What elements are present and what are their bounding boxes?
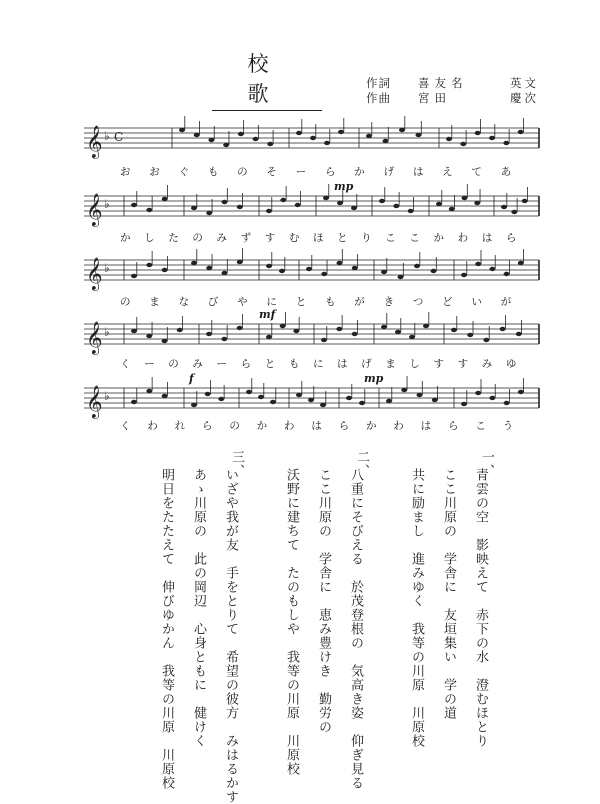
lyric-syllable: ら (505, 232, 517, 244)
note-head (423, 324, 429, 328)
lyric-syllable: も (207, 166, 219, 178)
treble-clef-icon: 𝄞 (86, 321, 103, 354)
lyric-syllable: み (216, 232, 227, 244)
note-head (462, 196, 468, 200)
note-head (191, 206, 197, 210)
note-head (416, 133, 422, 137)
note-head (431, 269, 437, 273)
note-head (436, 202, 442, 206)
note-head (503, 141, 509, 145)
verse-line: 共に励まし 進みゆく 我等の川原 川原校 (409, 468, 424, 748)
note-head (359, 401, 365, 405)
lyric-syllable: く (120, 420, 131, 432)
note-head (320, 403, 326, 407)
treble-clef-icon: 𝄞 (86, 125, 103, 158)
note-head (296, 131, 302, 135)
staff-svg (84, 122, 539, 162)
note-head (267, 142, 273, 146)
staff-3 (84, 254, 539, 294)
note-head (162, 339, 168, 343)
note-head (296, 393, 302, 397)
note-head (221, 337, 227, 341)
note-head (398, 275, 404, 279)
lyric-syllable: と (337, 232, 348, 244)
lyric-syllable: な (178, 296, 190, 308)
lyric-syllable: と (264, 358, 276, 370)
verse-number: 二、 (354, 450, 369, 478)
note-head (474, 201, 480, 205)
verse-number: 三、 (229, 450, 244, 478)
lyric-syllable: み (481, 358, 493, 370)
lyric-syllable: ず (240, 232, 252, 244)
lyric-syllable: す (433, 358, 445, 370)
composer-family-name: 宮田 (418, 91, 451, 105)
note-head (208, 138, 214, 142)
staff-1 (84, 122, 539, 162)
lyric-syllable: ど (442, 296, 453, 308)
note-head (191, 403, 197, 407)
note-head (501, 205, 507, 209)
note-head (337, 261, 343, 265)
lyric-syllable: し (144, 232, 155, 244)
note-head (351, 206, 357, 210)
note-head (177, 328, 183, 332)
lyric-syllable: に (312, 358, 324, 370)
note-head (449, 207, 455, 211)
note-head (246, 390, 252, 394)
treble-clef-icon: 𝄞 (86, 385, 103, 418)
note-head (131, 400, 137, 404)
note-head (295, 203, 301, 207)
note-head (518, 261, 524, 265)
lyric-syllable: は (481, 232, 493, 244)
note-head (504, 401, 510, 405)
staff-5 (84, 382, 539, 422)
note-head (146, 263, 152, 267)
staff-2 (84, 190, 539, 230)
lyric-syllable: こ (409, 232, 420, 244)
note-head (324, 141, 330, 145)
note-head (395, 330, 401, 334)
note-head (522, 199, 528, 203)
flat-icon: ♭ (104, 197, 110, 211)
lyricist-role: 作詞 (366, 76, 391, 90)
verse-line: いざや我が友 手をとりて 希望の彼方 みはるかす (223, 468, 238, 804)
note-head (146, 334, 152, 338)
note-head (237, 326, 243, 330)
lyric-syllable: は (311, 420, 322, 432)
lyric-syllable: が (500, 296, 512, 308)
note-head (500, 327, 506, 331)
lyric-syllable: び (207, 296, 219, 308)
lyric-syllable: ー (144, 358, 155, 370)
note-head (518, 130, 524, 134)
note-head (162, 197, 168, 201)
lyric-syllable: て (471, 166, 482, 178)
note-head (393, 204, 399, 208)
lyric-syllable: す (457, 358, 469, 370)
staff-svg (84, 382, 539, 422)
lyric-syllable: お (149, 166, 160, 178)
note-head (414, 264, 420, 268)
note-head (266, 264, 272, 268)
dynamic-marking: mp (364, 372, 384, 385)
note-head (408, 209, 414, 213)
dynamic-marking: mf (259, 308, 276, 321)
composer-role: 作曲 (366, 91, 391, 105)
note-head (321, 272, 327, 276)
verse-number: 一、 (479, 450, 494, 478)
note-head (270, 400, 276, 404)
lyric-syllable: ま (385, 358, 396, 370)
note-head (308, 398, 314, 402)
lyric-syllable: の (168, 358, 179, 370)
lyric-syllable: か (256, 420, 268, 432)
note-head (381, 270, 387, 274)
lyric-line-1 (120, 164, 540, 178)
note-head (253, 137, 259, 141)
lyric-syllable: こ (385, 232, 396, 244)
lyric-syllable: え (442, 166, 453, 178)
lyric-syllable: も (325, 296, 336, 308)
lyric-syllable: か (120, 232, 131, 244)
lyric-syllable: し (409, 358, 420, 370)
common-time-icon: C (114, 130, 124, 144)
verses-block (150, 450, 510, 804)
lyric-syllable: た (168, 232, 179, 244)
note-head (146, 208, 152, 212)
note-head (321, 338, 327, 342)
verse-line: あゝ川原の 此の岡辺 心身ともに 健けく (191, 468, 206, 748)
lyric-syllable: わ (393, 420, 404, 432)
note-head (258, 395, 264, 399)
note-head (451, 328, 457, 332)
lyric-syllable: つ (412, 296, 424, 308)
lyric-syllable: く (120, 358, 131, 370)
note-head (223, 143, 229, 147)
note-head (146, 389, 152, 393)
dynamic-marking: f (189, 372, 194, 385)
lyric-syllable: と (295, 296, 307, 308)
lyric-syllable: か (433, 232, 445, 244)
note-head (222, 271, 228, 275)
note-head (461, 273, 467, 277)
note-head (352, 266, 358, 270)
note-head (162, 268, 168, 272)
lyric-syllable: ら (325, 166, 336, 178)
lyric-syllable: の (237, 166, 248, 178)
lyric-syllable: ー (216, 358, 227, 370)
note-head (489, 136, 495, 140)
note-head (238, 132, 244, 136)
staff-svg (84, 190, 539, 230)
lyric-syllable: が (354, 296, 365, 308)
note-head (206, 211, 212, 215)
note-head (516, 332, 522, 336)
lyric-syllable: ま (149, 296, 160, 308)
note-head (293, 329, 299, 333)
lyric-syllable: は (412, 166, 424, 178)
dynamic-marking: mp (334, 180, 354, 193)
flat-icon: ♭ (104, 325, 110, 339)
lyric-syllable: こ (475, 420, 486, 432)
verse-line: ここ川原の 学舎に 恵み豊けき 勤労の (316, 468, 331, 734)
treble-clef-icon: 𝄞 (86, 257, 103, 290)
note-head (179, 128, 185, 132)
staff-svg (84, 254, 539, 294)
note-head (504, 272, 510, 276)
note-head (409, 335, 415, 339)
lyric-syllable: の (229, 420, 240, 432)
note-head (475, 131, 481, 135)
lyric-syllable: ら (448, 420, 459, 432)
lyric-syllable: の (192, 232, 203, 244)
note-head (237, 205, 243, 209)
note-head (266, 209, 272, 213)
note-head (446, 137, 452, 141)
note-head (475, 262, 481, 266)
note-head (131, 329, 137, 333)
note-head (489, 267, 495, 271)
note-head (279, 269, 285, 273)
note-head (386, 399, 392, 403)
note-head (336, 327, 342, 331)
note-head (306, 267, 312, 271)
lyric-syllable: げ (383, 166, 395, 178)
note-head (461, 402, 467, 406)
flat-icon: ♭ (104, 261, 110, 275)
lyric-syllable: げ (361, 358, 372, 370)
note-head (131, 203, 137, 207)
lyricist-given-name: 英文 (510, 76, 539, 90)
staff-svg (84, 318, 539, 358)
note-head (206, 266, 212, 270)
note-head (518, 390, 524, 394)
lyric-syllable: お (120, 166, 131, 178)
note-head (237, 260, 243, 264)
lyric-syllable: ぐ (178, 166, 190, 178)
lyricist-family-name: 喜友名 (418, 76, 468, 90)
note-head (206, 332, 212, 336)
note-head (194, 133, 200, 137)
note-head (399, 128, 405, 132)
lyric-syllable: ら (240, 358, 252, 370)
lyric-syllable: に (266, 296, 277, 308)
lyric-line-2 (120, 230, 540, 244)
staff-4 (84, 318, 539, 358)
note-head (366, 134, 372, 138)
lyric-line-4 (120, 356, 540, 370)
note-head (337, 201, 343, 205)
lyric-syllable: ら (338, 420, 350, 432)
note-head (417, 393, 423, 397)
lyric-syllable: わ (457, 232, 469, 244)
composer-given-name: 慶次 (510, 91, 539, 105)
lyric-syllable: そ (266, 166, 277, 178)
verse-line: ここ川原の 学舎に 友垣集い 学の道 (441, 468, 456, 720)
note-head (218, 397, 224, 401)
lyric-syllable: り (361, 232, 372, 244)
lyric-syllable: ら (202, 420, 213, 432)
note-head (222, 200, 228, 204)
lyric-syllable: わ (147, 420, 158, 432)
verse-line: 八重にそびえる 於茂登根の 気高き姿 仰ぎ見る (348, 468, 363, 790)
flat-icon: ♭ (104, 389, 110, 403)
verse-line: 沃野に建ちて たのもしや 我等の川原 川原校 (284, 468, 299, 776)
note-head (280, 324, 286, 328)
note-head (162, 394, 168, 398)
lyric-line-5 (120, 418, 540, 432)
note-head (475, 391, 481, 395)
verse-line: 明日をたたえて 伸びゆかん 我等の川原 川原校 (159, 468, 174, 790)
note-head (131, 274, 137, 278)
page-title: 校 歌 (212, 48, 322, 111)
lyric-syllable: わ (284, 420, 295, 432)
note-head (323, 196, 329, 200)
flat-icon: ♭ (104, 129, 110, 143)
lyric-syllable: の (120, 296, 131, 308)
note-head (467, 333, 473, 337)
lyric-syllable: や (237, 296, 248, 308)
note-head (460, 142, 466, 146)
lyric-syllable: れ (174, 420, 186, 432)
lyric-line-3 (120, 294, 540, 308)
note-head (266, 335, 272, 339)
note-head (310, 136, 316, 140)
lyric-syllable: は (420, 420, 432, 432)
note-head (191, 261, 197, 265)
lyric-syllable: き (383, 296, 395, 308)
note-head (432, 398, 438, 402)
note-head (483, 338, 489, 342)
lyric-syllable: す (264, 232, 276, 244)
lyric-syllable: ゆ (505, 358, 517, 370)
note-head (383, 139, 389, 143)
note-head (352, 332, 358, 336)
lyric-syllable: み (192, 358, 203, 370)
note-head (346, 396, 352, 400)
note-head (280, 198, 286, 202)
verse-line: 青雲の空 影映えて 赤下の水 澄むほとり (473, 468, 488, 748)
note-head (381, 325, 387, 329)
lyric-syllable: か (366, 420, 377, 432)
lyric-syllable: か (354, 166, 365, 178)
note-head (511, 210, 517, 214)
lyric-syllable: む (288, 232, 300, 244)
note-head (401, 388, 407, 392)
lyric-syllable: あ (500, 166, 512, 178)
lyric-syllable: も (288, 358, 300, 370)
lyric-syllable: ほ (312, 232, 324, 244)
treble-clef-icon: 𝄞 (86, 193, 103, 226)
lyric-syllable: い (471, 296, 482, 308)
note-head (379, 199, 385, 203)
lyric-syllable: ー (295, 166, 307, 178)
note-head (205, 392, 211, 396)
note-head (489, 396, 495, 400)
note-head (338, 130, 344, 134)
lyric-syllable: う (502, 420, 514, 432)
lyric-syllable: は (337, 358, 348, 370)
